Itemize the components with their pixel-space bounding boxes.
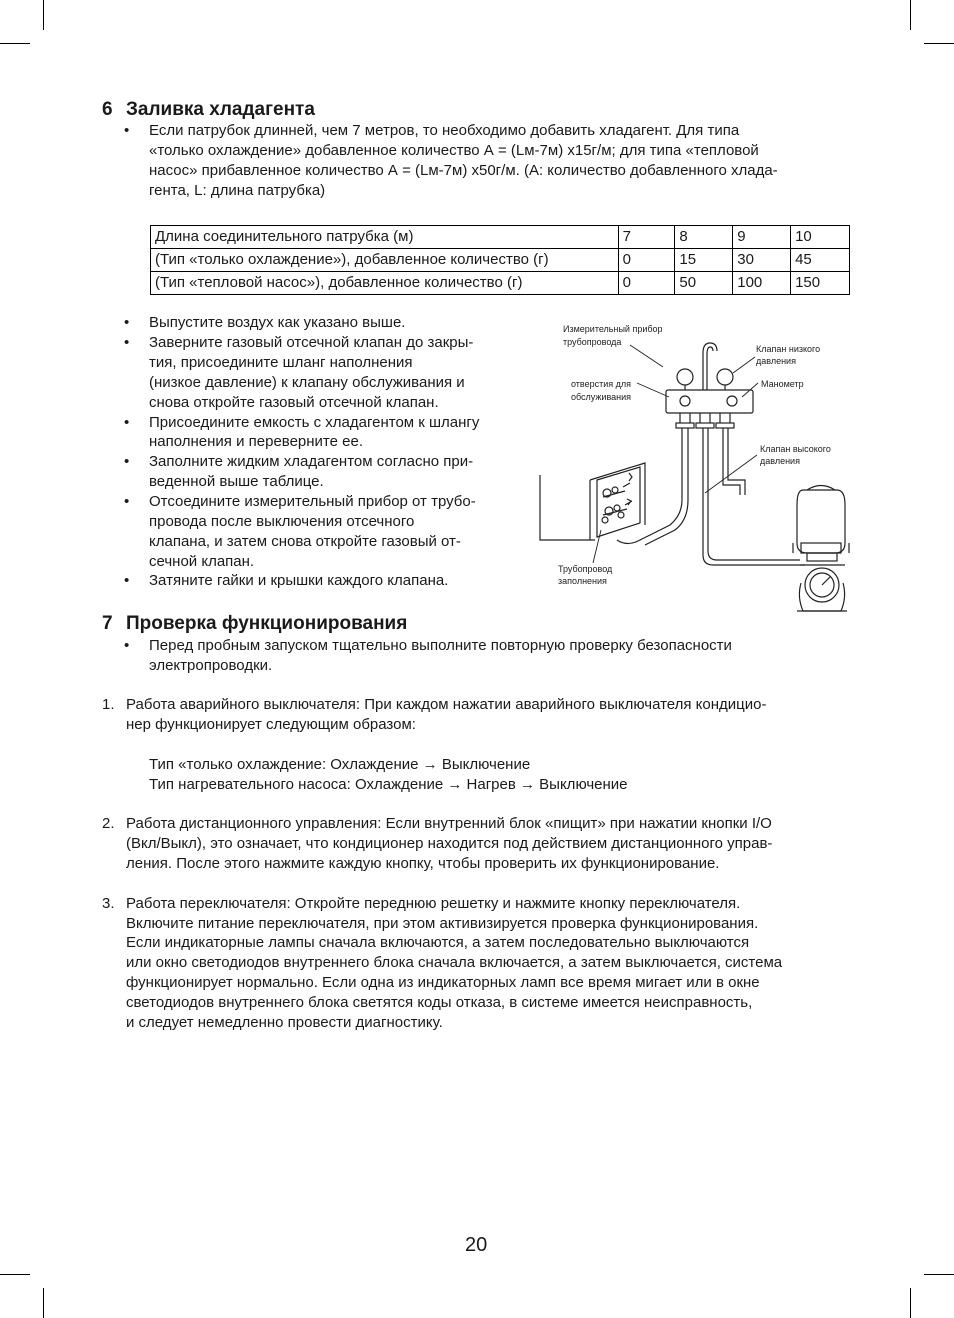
table-cell: 45 xyxy=(791,249,850,272)
step-line: Заверните газовый отсечной клапан до закры- xyxy=(149,334,474,351)
section6-title: Заливка хладагента xyxy=(126,99,315,120)
label-high-valve: Клапан высокого xyxy=(760,444,831,454)
item1-line: Работа аварийного выключателя: При каждом нажатии аварийного выключателя кондицио- xyxy=(126,696,767,713)
label-service-ports: обслуживания xyxy=(571,392,632,402)
step-line: Выпустите воздух как указано выше. xyxy=(149,314,406,331)
intro-line: «только охлаждение» добавленное количество А = (Lм-7м) х15г/м; для типа «тепловой xyxy=(149,142,759,159)
label-gauge: трубопровода xyxy=(563,337,622,347)
step-line: провода после выключения отсечного xyxy=(149,513,415,530)
section7-title: Проверка функционирования xyxy=(126,613,408,634)
step-line: Присоедините емкость с хладагентом к шлангу xyxy=(149,414,480,431)
label-low-valve: давления xyxy=(756,356,796,366)
label-service-ports: отверстия для xyxy=(571,379,632,389)
item-number: 1. xyxy=(102,696,115,713)
intro-line: Если патрубок длинней, чем 7 метров, то необходимо добавить хладагент. Для типа xyxy=(149,122,740,139)
item3-line: и следует немедленно провести диагностику. xyxy=(126,1014,443,1031)
bullet-dot: • xyxy=(124,637,130,654)
table-cell: 50 xyxy=(675,272,733,295)
label-gauge: Измерительный прибор xyxy=(563,324,663,334)
table-cell: Длина соединительного патрубка (м) xyxy=(151,226,619,249)
bullet-dot: • xyxy=(124,334,130,351)
step-line: Затяните гайки и крышки каждого клапана. xyxy=(149,572,449,589)
item2-line: ления. После этого нажмите каждую кнопку, чтобы проверить их функционирование. xyxy=(126,855,720,872)
bullet-dot: • xyxy=(124,493,130,510)
table-cell: 7 xyxy=(618,226,675,249)
refrigerant-table xyxy=(150,225,850,295)
table-cell: 8 xyxy=(675,226,733,249)
step-line: наполнения и переверните ее. xyxy=(149,433,363,450)
table-row xyxy=(151,249,850,272)
table-cell: 9 xyxy=(733,226,791,249)
section7-number: 7 xyxy=(102,613,113,634)
bullet-dot: • xyxy=(124,122,130,139)
item2-line: Работа дистанционного управления: Если внутренний блок «пищит» при нажатии кнопки I/O xyxy=(126,815,772,832)
bullet-dot: • xyxy=(124,572,130,589)
crop-mark xyxy=(0,1274,30,1275)
page-number: 20 xyxy=(465,1234,488,1256)
step-line: клапана, и затем снова откройте газовый от- xyxy=(149,533,461,550)
crop-mark xyxy=(910,0,911,30)
refrigerant-cylinder xyxy=(793,486,849,612)
table-cell: 30 xyxy=(733,249,791,272)
table-cell: 0 xyxy=(618,249,675,272)
table-cell: 150 xyxy=(791,272,850,295)
item3-line: Включите питание переключателя, при этом активизируется проверка функционирования. xyxy=(126,915,759,932)
mode-sequence: Тип нагревательного насоса: Охлаждение → Нагрев → Выключение xyxy=(149,776,628,793)
item2-line: (Вкл/Выкл), это означает, что кондиционер находится под действием дистанционного управ- xyxy=(126,835,773,852)
table-cell: (Тип «тепловой насос»), добавленное количество (г) xyxy=(151,272,619,295)
crop-mark xyxy=(924,1274,954,1275)
table-cell: 10 xyxy=(791,226,850,249)
step-line: тия, присоедините шланг наполнения xyxy=(149,354,413,371)
mode-sequence: Тип «только охлаждение: Охлаждение → Выключение xyxy=(149,756,531,773)
step-line: сечной клапан. xyxy=(149,553,255,570)
crop-mark xyxy=(43,0,44,30)
bullet-dot: • xyxy=(124,453,130,470)
item3-line: Если индикаторные лампы сначала включаются, а затем последовательно выключаются xyxy=(126,934,750,951)
item3-line: Работа переключателя: Откройте переднюю решетку и нажмите кнопку переключателя. xyxy=(126,895,741,912)
intro-line: гента, L: длина патрубка) xyxy=(149,182,326,199)
bullet-dot: • xyxy=(124,414,130,431)
step-line: (низкое давление) к клапану обслуживания и xyxy=(149,374,465,391)
item3-line: светодиодов внутреннего блока светятся коды отказа, в системе имеется неисправность, xyxy=(126,994,753,1011)
label-fill-pipe: заполнения xyxy=(558,576,607,586)
crop-mark xyxy=(0,43,30,44)
label-low-valve: Клапан низкого xyxy=(756,344,821,354)
step-line: Отсоедините измерительный прибор от трубо- xyxy=(149,493,476,510)
step-line: Заполните жидким хладагентом согласно при- xyxy=(149,453,474,470)
bullet-dot: • xyxy=(124,314,130,331)
table-cell: 15 xyxy=(675,249,733,272)
bullet-line: Перед пробным запуском тщательно выполните повторную проверку безопасности xyxy=(149,637,732,654)
section6-number: 6 xyxy=(102,99,113,120)
item3-line: или окно светодиодов внутреннего блока сначала включается, а затем выключается, система xyxy=(126,954,783,971)
step-line: веденной выше таблице. xyxy=(149,473,324,490)
label-fill-pipe: Трубопровод xyxy=(558,564,613,574)
bullet-line: электропроводки. xyxy=(149,657,273,674)
manifold-gauge xyxy=(666,343,753,413)
table-cell: (Тип «только охлаждение»), добавленное количество (г) xyxy=(151,249,619,272)
item1-line: нер функционирует следующим образом: xyxy=(126,716,416,733)
label-high-valve: давления xyxy=(760,456,800,466)
crop-mark xyxy=(924,43,954,44)
step-line: снова откройте газовый отсечной клапан. xyxy=(149,394,439,411)
item-number: 3. xyxy=(102,895,115,912)
item3-line: функционирует нормально. Если одна из индикаторных ламп все время мигает или в окне xyxy=(126,974,760,991)
table-cell: 0 xyxy=(618,272,675,295)
crop-mark xyxy=(910,1288,911,1318)
unit-service-valves xyxy=(602,473,632,523)
item-number: 2. xyxy=(102,815,115,832)
crop-mark xyxy=(43,1288,44,1318)
outdoor-unit-outline xyxy=(540,463,645,540)
intro-line: насос» прибавленное количество А = (Lм-7м) х50г/м. (А: количество добавленного хлада- xyxy=(149,162,778,179)
table-row xyxy=(151,272,850,295)
table-cell: 100 xyxy=(733,272,791,295)
label-manometer: Манометр xyxy=(761,379,804,389)
table-row xyxy=(151,226,850,249)
